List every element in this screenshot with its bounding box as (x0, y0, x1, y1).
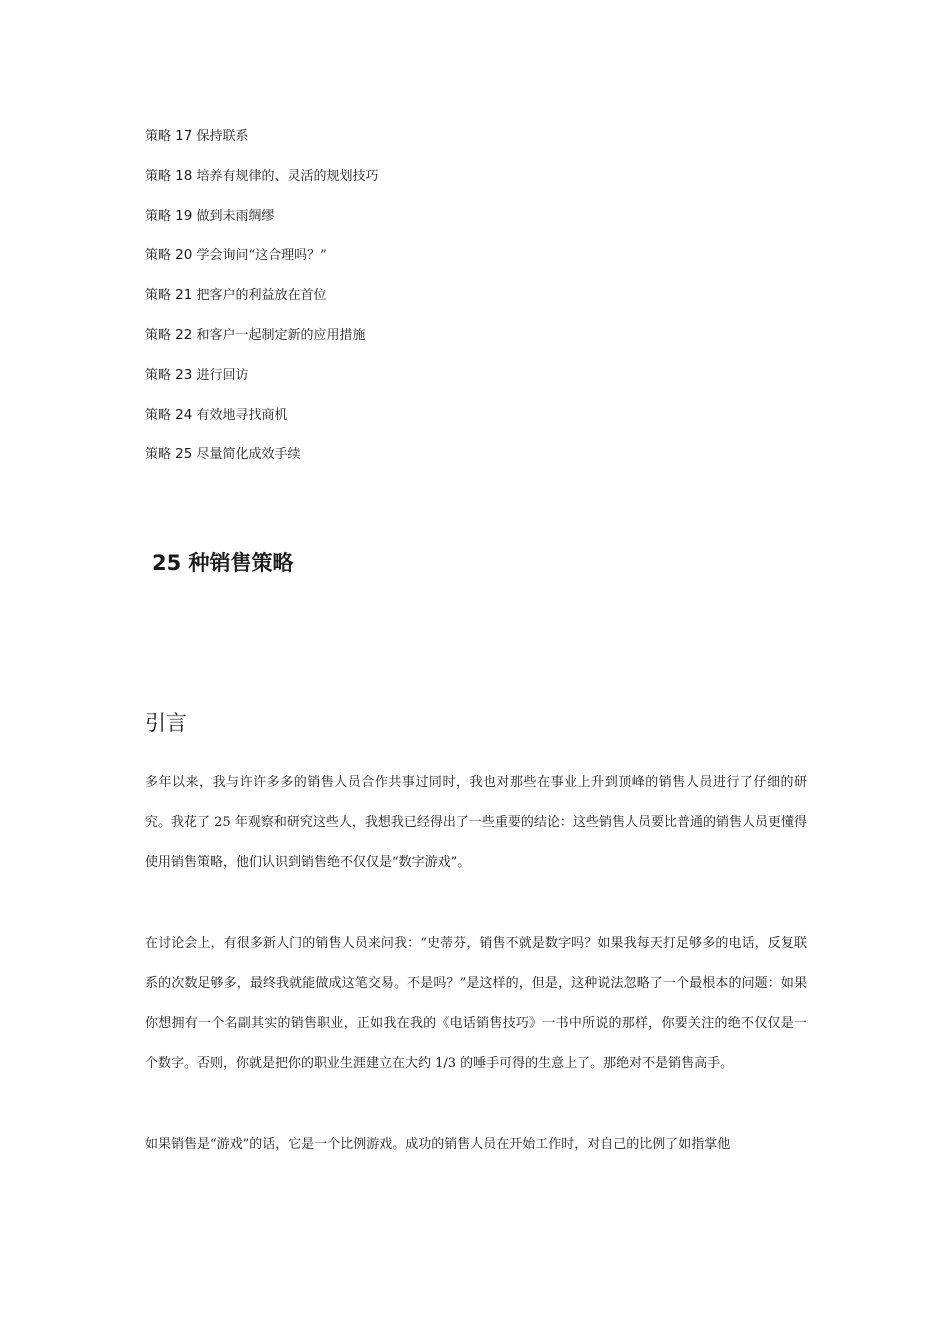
strategy-list (145, 126, 805, 484)
toc-item (145, 126, 805, 166)
toc-item-number: 24 (175, 406, 193, 423)
toc-item-number: 25 (175, 446, 193, 463)
section-heading: 引言 (145, 711, 187, 735)
paragraph: 在讨论会上，有很多新人门的销售人员来问我：“史蒂芬，销售不就是数字吗？如果我每天打足够多的电话，反复联系的次数足够多，最终我就能做成这笔交易。不是吗？”是这样的，但是，这种说法忽略了一个最根本的问题：如果你想拥有一个名副其实的销售职业，正如我在我的《电话销售技巧》一书中所说的那样，你要关注的绝不仅仅是一个数字。否则，你就是把你的职业生涯建立在大约 1/3 的唾手可得的生意上了。那绝对不是销售高手。 (145, 936, 807, 1071)
toc-item-text: 有效地寻找商机 (196, 407, 288, 423)
toc-item-prefix: 策略 (145, 327, 172, 343)
section-body (145, 763, 807, 1206)
toc-item-text: 和客户一起制定新的应用措施 (196, 327, 366, 343)
toc-item-prefix: 策略 (145, 168, 172, 184)
toc-item-prefix: 策略 (145, 129, 172, 144)
toc-item-text: 尽量简化成效手续 (196, 447, 301, 463)
paragraph: 如果销售是“游戏”的话，它是一个比例游戏。成功的销售人员在开始工作时，对自己的比例了如指掌他 (145, 1137, 731, 1152)
toc-item-prefix: 策略 (145, 288, 172, 304)
toc-item (145, 325, 805, 365)
document-title: 25 种销售策略 (152, 551, 294, 575)
toc-item (145, 365, 805, 405)
toc-item-prefix: 策略 (145, 208, 172, 224)
toc-item-number: 18 (175, 167, 193, 184)
toc-item (145, 206, 805, 246)
toc-item (145, 245, 805, 285)
toc-item-text: 把客户的利益放在首位 (196, 288, 327, 304)
toc-item-text: 进行回访 (196, 367, 249, 383)
toc-item-number: 21 (175, 287, 193, 304)
toc-item (145, 285, 805, 325)
toc-item-text: 保持联系 (196, 129, 249, 144)
toc-item (145, 405, 805, 445)
toc-item-number: 17 (175, 128, 193, 144)
toc-item-text: 做到未雨绸缪 (196, 208, 275, 224)
toc-item-number: 20 (175, 247, 193, 264)
toc-item (145, 166, 805, 206)
toc-item-prefix: 策略 (145, 248, 172, 264)
toc-item (145, 444, 805, 484)
toc-item-number: 19 (175, 207, 193, 224)
toc-item-text: 培养有规律的、灵活的规划技巧 (196, 168, 379, 184)
toc-item-prefix: 策略 (145, 407, 172, 423)
toc-item-text: 学会询问“这合理吗？” (196, 248, 327, 264)
toc-item-prefix: 策略 (145, 447, 172, 463)
toc-item-prefix: 策略 (145, 367, 172, 383)
toc-item-number: 23 (175, 366, 193, 383)
toc-item-number: 22 (175, 326, 193, 343)
paragraph: 多年以来，我与许许多多的销售人员合作共事过同时，我也对那些在事业上升到顶峰的销售人员进行了仔细的研究。我花了 25 年观察和研究这些人，我想我已经得出了一些重要的结论：这些销售人员要比普通的销售人员更懂得使用销售策略，他们认识到销售绝不仅仅是“数字游戏”。 (145, 775, 807, 870)
